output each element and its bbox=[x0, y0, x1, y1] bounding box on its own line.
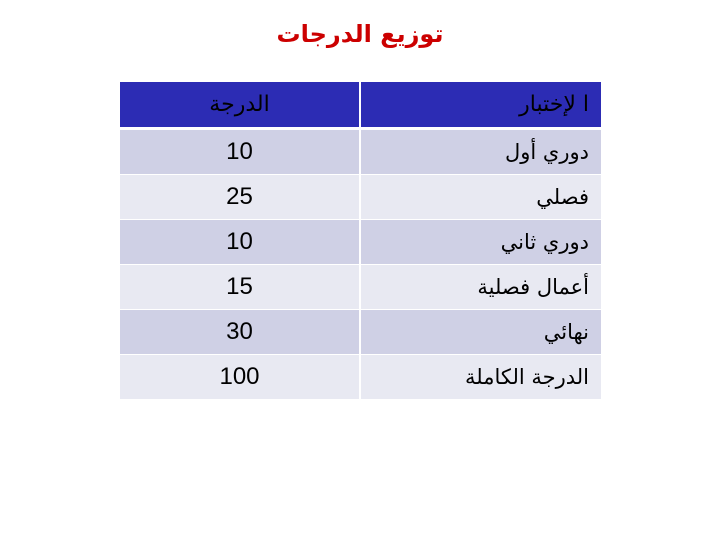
column-header-grade: الدرجة bbox=[120, 82, 360, 129]
exam-cell: دوري ثاني bbox=[360, 220, 601, 265]
table-row bbox=[120, 265, 601, 310]
grade-cell: 10 bbox=[120, 129, 360, 175]
grade-cell: 100 bbox=[120, 355, 360, 400]
table-row bbox=[120, 129, 601, 175]
exam-cell: فصلي bbox=[360, 175, 601, 220]
column-header-exam: ا لإختبار bbox=[360, 82, 601, 129]
grade-cell: 25 bbox=[120, 175, 360, 220]
grades-table bbox=[120, 82, 601, 400]
table-header-row bbox=[120, 82, 601, 129]
exam-cell: الدرجة الكاملة bbox=[360, 355, 601, 400]
table-row bbox=[120, 355, 601, 400]
page-title: توزيع الدرجات bbox=[276, 20, 444, 48]
grade-cell: 10 bbox=[120, 220, 360, 265]
table-row bbox=[120, 220, 601, 265]
grade-cell: 30 bbox=[120, 310, 360, 355]
exam-cell: نهائي bbox=[360, 310, 601, 355]
exam-cell: دوري أول bbox=[360, 129, 601, 175]
exam-cell: أعمال فصلية bbox=[360, 265, 601, 310]
grade-cell: 15 bbox=[120, 265, 360, 310]
table-row bbox=[120, 175, 601, 220]
table-row bbox=[120, 310, 601, 355]
